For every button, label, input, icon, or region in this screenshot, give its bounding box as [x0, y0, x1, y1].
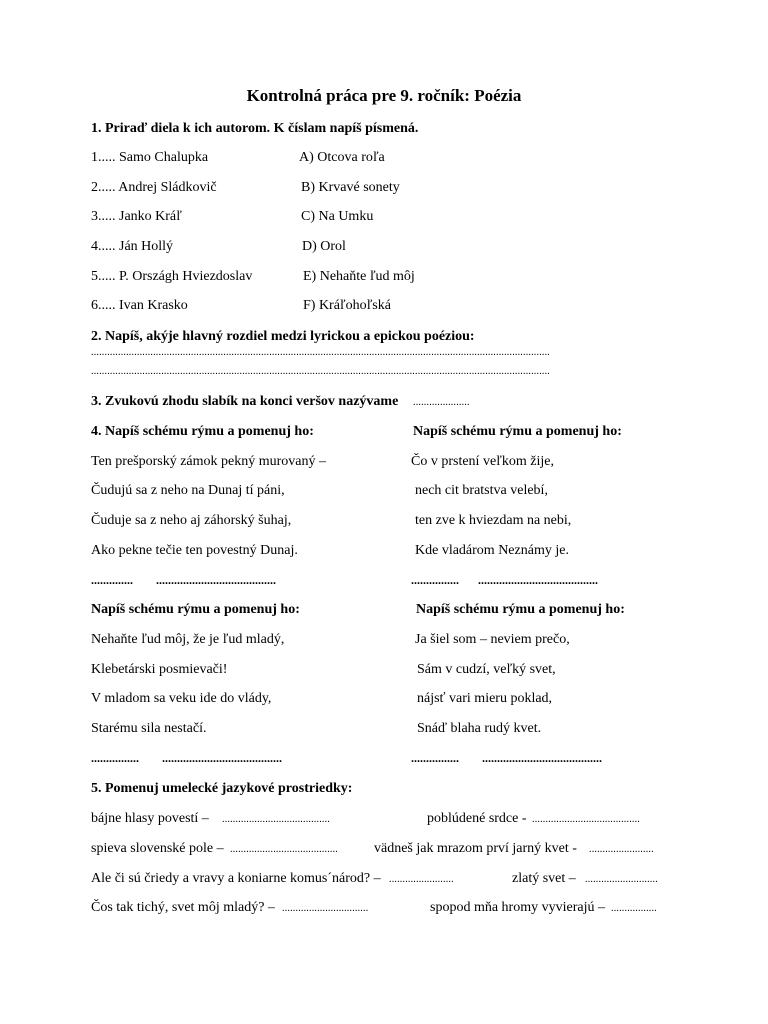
poem-line: ten zve k hviezdam na nebi,	[415, 513, 572, 528]
poem-line: nech cit bratstva velebí,	[415, 483, 548, 498]
scheme-blank[interactable]: ..............	[91, 573, 133, 587]
poem-line: Nehaňte ľud môj, že je ľud mladý,	[91, 632, 285, 647]
poem-line: Ako pekne tečie ten povestný Dunaj.	[91, 543, 298, 558]
poem-line: Sám v cudzí, veľký svet,	[417, 662, 556, 677]
device-item: spopod mňa hromy vyvierajú –	[430, 900, 605, 915]
scheme-blank[interactable]: ................	[411, 573, 459, 587]
author-item: 4..... Ján Hollý	[91, 239, 174, 254]
scheme-blank[interactable]: ................	[411, 751, 459, 765]
name-blank[interactable]: ........................................	[156, 573, 276, 587]
author-item: 5..... P. Országh Hviezdoslav	[91, 269, 253, 284]
poem-line: Klebetárski posmievači!	[91, 662, 228, 677]
poem-line: Snáď blaha rudý kvet.	[417, 721, 542, 736]
device-item: zlatý svet –	[512, 871, 576, 886]
answer-blank[interactable]: .....................	[413, 397, 470, 408]
answer-blank[interactable]: ........................................	[532, 814, 640, 825]
poem-line: Starému sila nestačí.	[91, 721, 207, 736]
scheme-blank[interactable]: ................	[91, 751, 139, 765]
poem-line: Kde vladárom Neznámy je.	[415, 543, 569, 558]
answer-blank[interactable]: ................................	[282, 903, 369, 914]
rhyme-heading: Napíš schému rýmu a pomenuj ho:	[91, 602, 300, 617]
answer-line[interactable]: ..........................................................................................................................................................................	[91, 347, 550, 358]
author-item: 2..... Andrej Sládkovič	[91, 180, 217, 195]
name-blank[interactable]: ........................................	[162, 751, 282, 765]
device-item: Ale či sú čriedy a vravy a koniarne komus´národ? –	[91, 871, 381, 886]
rhyme-heading: Napíš schému rýmu a pomenuj ho:	[413, 424, 622, 439]
poem-line: Čudujú sa z neho na Dunaj tí páni,	[91, 483, 285, 498]
poem-line: Ja šiel som – neviem prečo,	[415, 632, 570, 647]
work-item: D) Orol	[302, 239, 346, 254]
device-item: poblúdené srdce -	[427, 811, 527, 826]
question-5-heading: 5. Pomenuj umelecké jazykové prostriedky:	[91, 781, 353, 796]
work-item: E) Nehaňte ľud môj	[303, 269, 415, 284]
poem-line: Čo v prstení veľkom žije,	[411, 454, 554, 469]
name-blank[interactable]: ........................................	[478, 573, 598, 587]
work-item: A) Otcova roľa	[299, 150, 385, 165]
answer-blank[interactable]: ...........................	[585, 874, 658, 885]
author-item: 1..... Samo Chalupka	[91, 150, 209, 165]
author-item: 3..... Janko Kráľ	[91, 209, 182, 224]
work-item: B) Krvavé sonety	[301, 180, 400, 195]
answer-blank[interactable]: .................	[611, 903, 657, 914]
answer-blank[interactable]: ........................................	[222, 814, 330, 825]
device-item: bájne hlasy povestí –	[91, 811, 209, 826]
poem-line: Ten prešporský zámok pekný murovaný –	[91, 454, 327, 469]
answer-line[interactable]: ..........................................................................................................................................................................	[91, 366, 550, 377]
question-1-heading: 1. Priraď diela k ich autorom. K číslam napíš písmená.	[91, 121, 419, 136]
author-item: 6..... Ivan Krasko	[91, 298, 188, 313]
answer-blank[interactable]: ........................................	[230, 844, 338, 855]
device-item: spieva slovenské pole –	[91, 841, 224, 856]
rhyme-heading: Napíš schému rýmu a pomenuj ho:	[416, 602, 625, 617]
work-item: C) Na Umku	[301, 209, 374, 224]
device-item: vädneš jak mrazom prví jarný kvet -	[374, 841, 577, 856]
device-item: Čos tak tichý, svet môj mladý? –	[91, 900, 275, 915]
poem-line: nájsť vari mieru poklad,	[417, 691, 553, 706]
poem-line: Čuduje sa z neho aj záhorský šuhaj,	[91, 513, 292, 528]
work-item: F) Kráľohoľská	[303, 298, 391, 313]
page-title: Kontrolná práca pre 9. ročník: Poézia	[246, 86, 522, 105]
poem-line: V mladom sa veku ide do vlády,	[91, 691, 272, 706]
question-3-heading: 3. Zvukovú zhodu slabík na konci veršov nazývame	[91, 394, 399, 409]
question-4-heading: 4. Napíš schému rýmu a pomenuj ho:	[91, 424, 314, 439]
question-2-heading: 2. Napíš, akýje hlavný rozdiel medzi lyrickou a epickou poéziou:	[91, 329, 475, 344]
answer-blank[interactable]: ........................	[589, 844, 654, 855]
name-blank[interactable]: ........................................	[482, 751, 602, 765]
answer-blank[interactable]: ........................	[389, 874, 454, 885]
